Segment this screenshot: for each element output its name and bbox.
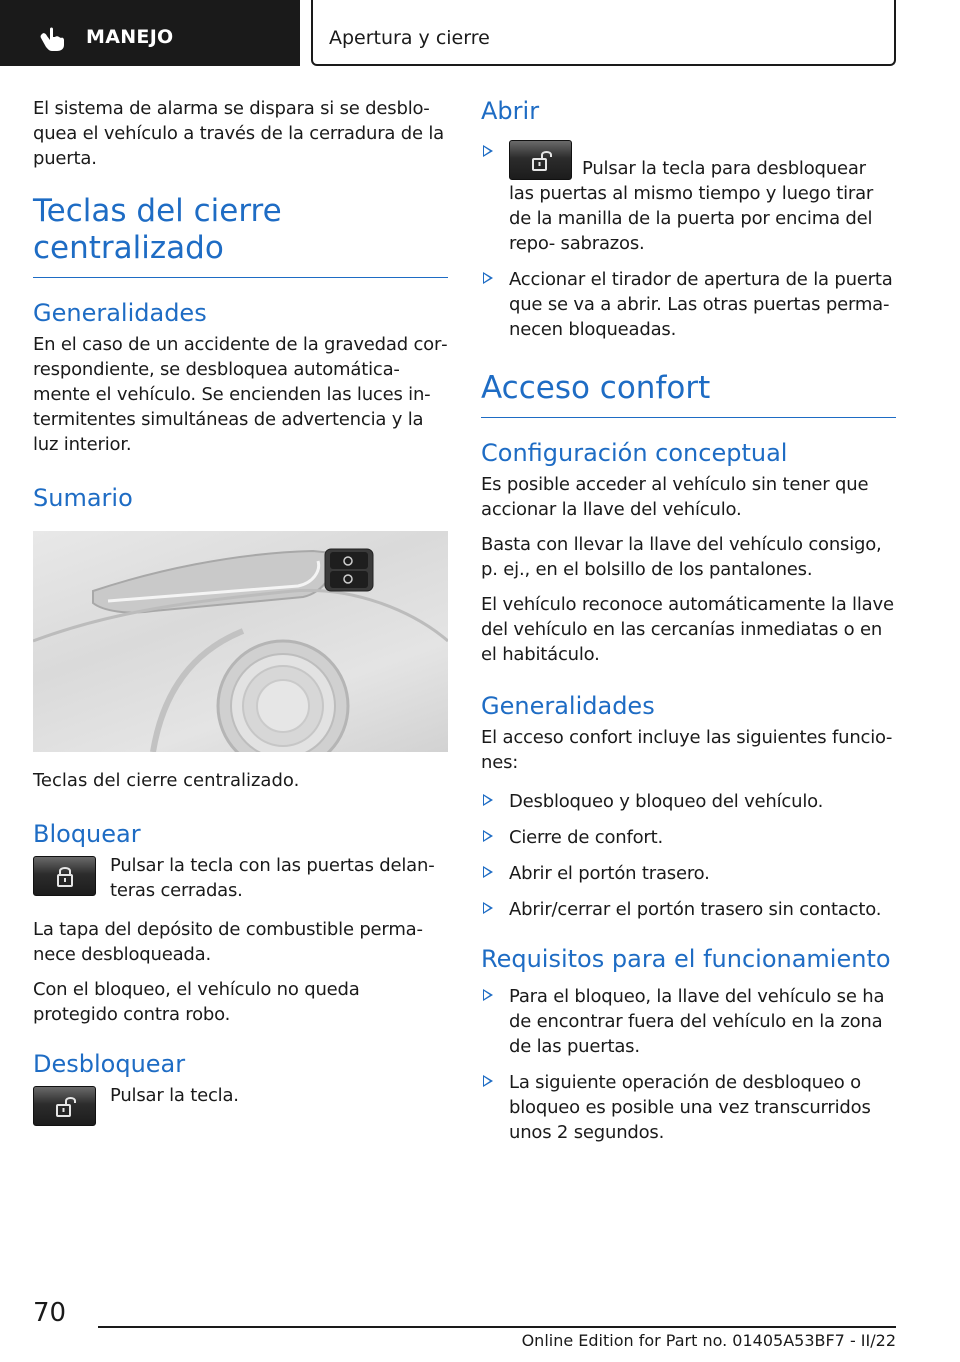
chapter-title: Apertura y cierre xyxy=(329,27,490,49)
config-paragraph-1: Es posible acceder al vehículo sin tener que accionar la llave del vehículo. xyxy=(481,474,869,520)
unlock-key-text: Pulsar la tecla. xyxy=(110,1085,239,1106)
abrir-item-2: Accionar el tirador de apertura de la puerta que se va a abrir. Las otras puertas perma‐ necen bloqueadas. xyxy=(509,269,893,340)
function-item: Abrir el portón trasero. xyxy=(509,863,710,884)
door-panel-photo xyxy=(33,531,448,752)
list-item xyxy=(481,1070,896,1145)
list-item xyxy=(481,984,896,1059)
triangle-bullet-icon xyxy=(483,989,493,1001)
heading-requisitos: Requisitos para el funcionamiento xyxy=(481,945,891,973)
lock-key-button xyxy=(33,856,96,896)
requirement-item: Para el bloqueo, la llave del vehículo se ha de encontrar fuera del vehículo en la zona de las puertas. xyxy=(509,986,885,1057)
heading-generalidades: Generalidades xyxy=(33,299,207,327)
heading-desbloquear: Desbloquear xyxy=(33,1050,186,1078)
page-header xyxy=(0,0,960,66)
lock-open-icon xyxy=(55,1095,77,1117)
unlock-key-button xyxy=(509,140,572,180)
abrir-item-1: Pulsar la tecla para desbloquear las puertas al mismo tiempo y luego tirar de la manilla de la puerta por encima del repo‐ sabrazos. xyxy=(509,158,874,254)
lock-key-text: Pulsar la tecla con las puertas delan‐ teras cerradas. xyxy=(110,855,435,901)
lock-closed-icon xyxy=(55,865,75,887)
list-item xyxy=(481,267,896,342)
functions-list xyxy=(481,789,896,922)
lock-key-row xyxy=(33,853,448,903)
section-tab xyxy=(0,0,300,66)
lock-open-icon xyxy=(531,149,553,171)
section-title: MANEJO xyxy=(86,26,174,48)
heading-acceso-confort: Acceso confort xyxy=(481,370,896,418)
function-item: Abrir/cerrar el portón trasero sin contacto. xyxy=(509,899,882,920)
triangle-bullet-icon xyxy=(483,145,493,157)
heading-central-locking xyxy=(33,193,448,278)
triangle-bullet-icon xyxy=(483,1075,493,1087)
heading-generalidades-confort: Generalidades xyxy=(481,692,655,720)
requirement-item: La siguiente operación de desbloqueo o bloqueo es posible una vez transcurridos unos 2 segundos. xyxy=(509,1072,871,1143)
footer-divider xyxy=(98,1326,896,1328)
unlock-key-button xyxy=(33,1086,96,1126)
triangle-bullet-icon xyxy=(483,902,493,914)
config-paragraph-2: Basta con llevar la llave del vehículo consigo, p. ej., en el bolsillo de los pantalones. xyxy=(481,534,882,580)
chapter-tab xyxy=(311,0,896,66)
abrir-list xyxy=(481,140,896,342)
theft-paragraph: Con el bloqueo, el vehículo no queda protegido contra robo. xyxy=(33,979,360,1025)
triangle-bullet-icon xyxy=(483,794,493,806)
heading-sumario: Sumario xyxy=(33,484,133,512)
heading-line-1: Teclas del cierre xyxy=(33,193,282,229)
hand-pointer-icon xyxy=(38,26,68,52)
right-column xyxy=(481,96,896,1156)
triangle-bullet-icon xyxy=(483,272,493,284)
footer-edition: Online Edition for Part no. 01405A53BF7 - II/22 xyxy=(521,1331,896,1350)
function-item: Cierre de confort. xyxy=(509,827,663,848)
list-item xyxy=(481,897,896,922)
config-paragraph-3: El vehículo reconoce automáticamente la llave del vehículo en las cercanías inmediatas o en el habitáculo. xyxy=(481,594,894,665)
intro-paragraph: El sistema de alarma se dispara si se desblo‐ quea el vehículo a través de la cerradura de la puerta. xyxy=(33,98,444,169)
list-item xyxy=(481,789,896,814)
function-item: Desbloqueo y bloqueo del vehículo. xyxy=(509,791,824,812)
fuel-flap-paragraph: La tapa del depósito de combustible perma‐ nece desbloqueada. xyxy=(33,919,423,965)
heading-line-2: centralizado xyxy=(33,230,224,266)
photo-caption: Teclas del cierre centralizado. xyxy=(33,770,300,791)
list-item xyxy=(481,825,896,850)
heading-bloquear: Bloquear xyxy=(33,820,141,848)
generalidades-paragraph: En el caso de un accidente de la gravedad cor‐ respondiente, se desbloquea automática‐ mente el vehículo. Se encienden las luces in‐ termitentes simultáneas de advertencia y la luz interior. xyxy=(33,334,448,455)
gen-paragraph: El acceso confort incluye las siguientes funcio‐ nes: xyxy=(481,727,893,773)
heading-abrir: Abrir xyxy=(481,97,540,125)
list-item xyxy=(481,140,896,256)
door-panel-illustration xyxy=(33,531,448,752)
heading-configuracion: Configuración conceptual xyxy=(481,439,788,467)
page-number: 70 xyxy=(33,1298,67,1328)
triangle-bullet-icon xyxy=(483,830,493,842)
triangle-bullet-icon xyxy=(483,866,493,878)
unlock-key-row xyxy=(33,1083,448,1126)
requirements-list xyxy=(481,984,896,1145)
left-column xyxy=(33,96,448,1140)
list-item xyxy=(481,861,896,886)
